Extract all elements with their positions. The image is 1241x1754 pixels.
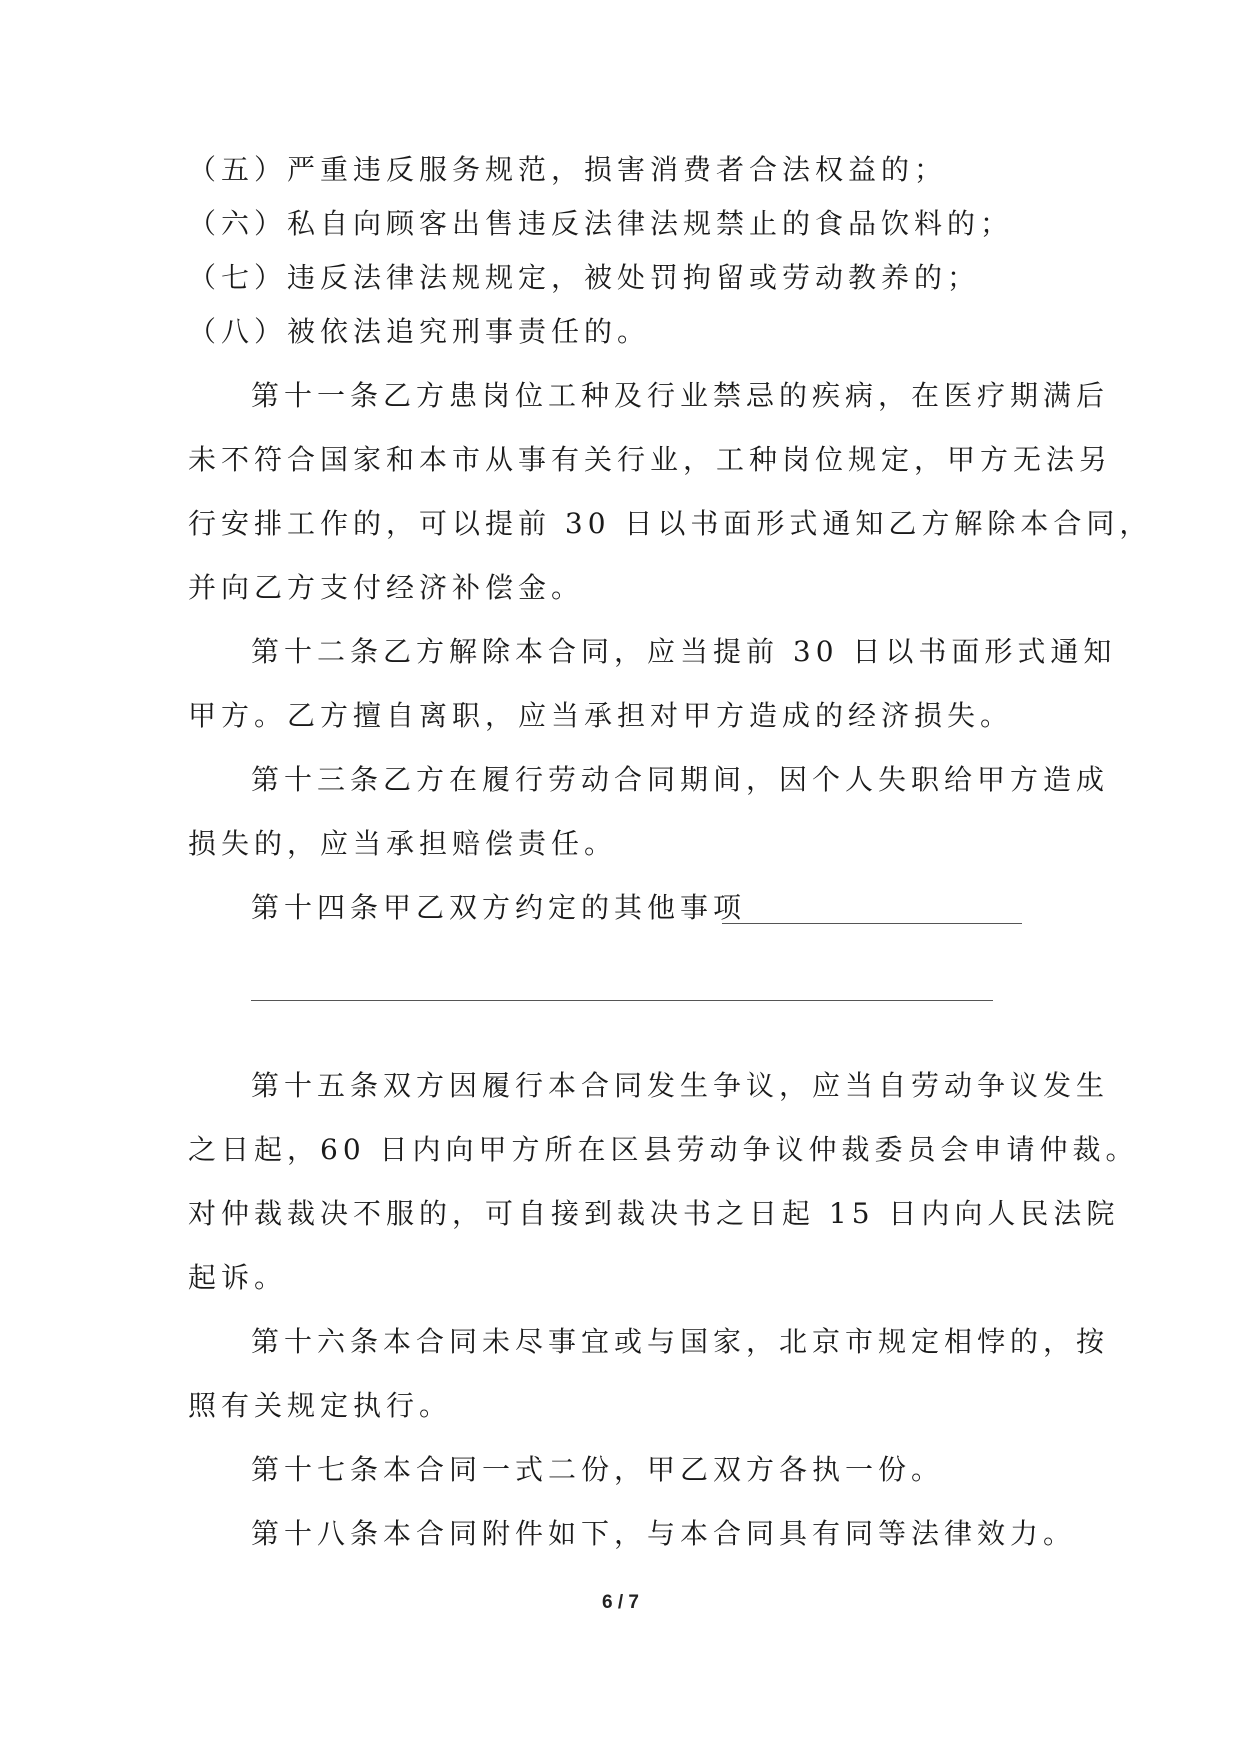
article-12-line-2: 甲方。乙方擅自离职，应当承担对甲方造成的经济损失。 (188, 699, 1014, 732)
article-15-line-3: 对仲裁裁决不服的，可自接到裁决书之日起 15 日内向人民法院 (188, 1197, 1120, 1230)
article-15-line-1: 第十五条双方因履行本合同发生争议，应当自劳动争议发生 (251, 1069, 1110, 1102)
article-11-line-2: 未不符合国家和本市从事有关行业，工种岗位规定，甲方无法另 (188, 443, 1113, 476)
article-11-line-4: 并向乙方支付经济补偿金。 (188, 571, 585, 604)
clause-item-5: （五）严重违反服务规范，损害消费者合法权益的； (188, 153, 948, 186)
article-15-line-4: 起诉。 (188, 1261, 288, 1294)
page-number: 6 / 7 (602, 1592, 639, 1613)
article-13-line-2: 损失的，应当承担赔偿责任。 (188, 827, 618, 860)
article-16-line-2: 照有关规定执行。 (188, 1389, 453, 1422)
clause-item-8: （八）被依法追究刑事责任的。 (188, 315, 651, 348)
clause-item-6: （六）私自向顾客出售违反法律法规禁止的食品饮料的； (188, 207, 1014, 240)
article-16-line-1: 第十六条本合同未尽事宜或与国家，北京市规定相悖的，按 (251, 1325, 1110, 1358)
article-11-line-1: 第十一条乙方患岗位工种及行业禁忌的疾病，在医疗期满后 (251, 379, 1110, 412)
article-11-line-3: 行安排工作的，可以提前 30 日以书面形式通知乙方解除本合同， (188, 507, 1153, 540)
fill-in-blank-line (722, 923, 1022, 924)
fill-in-blank-line (251, 1000, 993, 1001)
article-13-line-1: 第十三条乙方在履行劳动合同期间，因个人失职给甲方造成 (251, 763, 1110, 796)
article-15-line-2: 之日起，60 日内向甲方所在区县劳动争议仲裁委员会申请仲裁。 (188, 1133, 1139, 1166)
article-12-line-1: 第十二条乙方解除本合同，应当提前 30 日以书面形式通知 (251, 635, 1117, 668)
article-18-line: 第十八条本合同附件如下，与本合同具有同等法律效力。 (251, 1517, 1077, 1550)
clause-item-7: （七）违反法律法规规定，被处罚拘留或劳动教养的； (188, 261, 981, 294)
article-17-line: 第十七条本合同一式二份，甲乙双方各执一份。 (251, 1453, 945, 1486)
article-14-line: 第十四条甲乙双方约定的其他事项 (251, 891, 747, 924)
